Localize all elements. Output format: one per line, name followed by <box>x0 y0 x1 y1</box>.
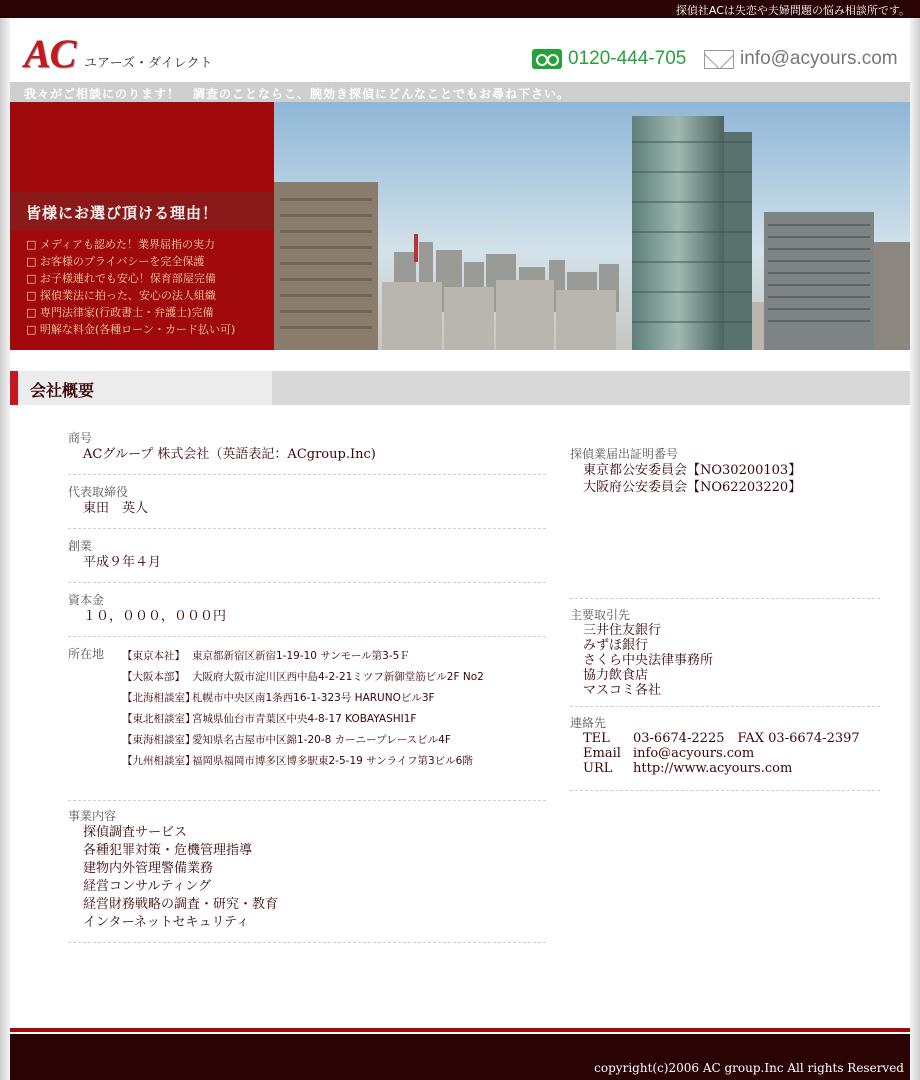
location-name: 【東北相談室】 <box>122 713 196 725</box>
representative-label: 代表取締役 <box>68 485 129 499</box>
license-label: 探偵業届出証明番号 <box>570 447 679 461</box>
top-notice-text: 探偵社ACは失恋や夫婦問題の悩み相談所です。 <box>675 4 910 17</box>
locations-block <box>68 646 548 767</box>
divider <box>68 800 546 801</box>
tagline-bar <box>10 82 910 102</box>
location-row <box>122 751 484 772</box>
url-key: URL <box>583 761 613 776</box>
email-address[interactable]: info@acyours.com <box>740 48 898 69</box>
representative-block <box>68 484 548 518</box>
business-item: 経営財務戦略の調査・研究・教育 <box>83 897 279 912</box>
reason-item: □ メディアも認めた！業界屈指の実力 <box>26 236 235 253</box>
location-address: 東京都新宿区新宿1-19-10 サンモール第3-5Ｆ <box>192 650 410 662</box>
email-value[interactable]: info@acyours.com <box>633 746 755 761</box>
clients-label: 主要取引先 <box>570 608 631 622</box>
location-row <box>122 688 484 709</box>
locations-label: 所在地 <box>68 647 105 661</box>
client-item: 三井住友銀行 <box>583 623 662 638</box>
location-address: 宮城県仙台市青葉区中央4-8-17 KOBAYASHI1F <box>192 713 417 725</box>
reason-item: □ お子様連れでも安心！保育部屋完備 <box>26 270 235 287</box>
reason-item: □ 探偵業法に拍った、安心の法人組織 <box>26 287 235 304</box>
divider <box>68 528 546 529</box>
hero-heading-band <box>10 192 274 230</box>
site-logo[interactable]: AC <box>24 31 76 76</box>
mail-icon <box>704 50 734 69</box>
company-name-value: ACグループ 株式会社（英語表記：ACgroup.Inc) <box>83 447 376 462</box>
company-name-block <box>68 430 548 464</box>
location-name: 【大阪本部】 <box>122 671 185 683</box>
top-notice-bar <box>0 0 920 18</box>
section-title: 会社概要 <box>30 381 95 400</box>
page-frame-left <box>0 0 10 1080</box>
tel-key: TEL <box>583 731 610 746</box>
business-block <box>68 808 548 932</box>
location-row <box>122 646 484 667</box>
locations-list <box>122 646 484 772</box>
client-item: マスコミ各社 <box>583 683 662 698</box>
section-header-accent <box>10 371 18 405</box>
divider <box>570 790 880 791</box>
reason-item: □ 専門法律家(行政書士・弁護士)完備 <box>26 304 235 321</box>
location-address: 札幌市中央区南1条西16-1-323号 HARUNOビル3F <box>192 692 435 704</box>
founded-block <box>68 538 548 572</box>
copyright-text: copyright(c)2006 AC group.Inc All rights Reserved <box>594 1061 904 1075</box>
contact-email-row <box>570 746 890 761</box>
hero-heading: 皆様にお選び頂ける理由！ <box>26 204 219 222</box>
email-contact[interactable] <box>704 48 898 70</box>
contact-label: 連絡先 <box>570 716 607 730</box>
email-key: Email <box>583 746 621 761</box>
site-footer <box>10 1034 910 1080</box>
business-item: 各種犯罪対策・危機管理指導 <box>83 843 253 858</box>
location-address: 愛知県名古屋市中区錦1-20-8 カーニープレースビル4F <box>192 734 451 746</box>
founded-value: 平成９年４月 <box>83 555 162 570</box>
location-name: 【北海相談室】 <box>122 692 196 704</box>
location-address: 福岡県福岡市博多区博多駅東2-5-19 サンライフ第3ビル6階 <box>192 755 473 767</box>
city-skyline-illustration <box>274 102 910 350</box>
url-link[interactable]: http://www.acyours.com <box>633 761 793 776</box>
location-name: 【九州相談室】 <box>122 755 196 767</box>
divider <box>570 706 880 707</box>
divider <box>68 942 546 943</box>
tel-value[interactable]: 03-6674-2225 FAX 03-6674-2397 <box>633 731 860 746</box>
location-name: 【東海相談室】 <box>122 734 196 746</box>
license-item: 大阪府公安委員会【NO62203220】 <box>583 480 802 495</box>
capital-label: 資本金 <box>68 593 105 607</box>
tagline-text: 我々がご相談にのります！ 調査のことならこ、腕効き探偵にどんなことでもお尋ね下さい。 <box>24 87 571 101</box>
client-item: 協力飲食店 <box>583 668 649 683</box>
client-item: みずほ銀行 <box>583 638 649 653</box>
phone-number[interactable]: 0120-444-705 <box>568 48 687 69</box>
contact-block <box>570 715 890 776</box>
divider <box>68 636 546 637</box>
phone-contact[interactable] <box>532 48 686 70</box>
representative-value: 東田 英人 <box>83 501 149 516</box>
divider <box>68 474 546 475</box>
business-item: 経営コンサルティング <box>83 879 212 894</box>
license-item: 東京都公安委員会【NO30200103】 <box>583 463 802 478</box>
founded-label: 創業 <box>68 539 93 553</box>
site-header <box>10 18 910 82</box>
business-item: 探偵調査サービス <box>83 825 188 840</box>
business-item: 建物内外管理警備業務 <box>83 861 214 876</box>
section-header <box>10 371 910 405</box>
location-row <box>122 709 484 730</box>
reasons-list <box>26 236 235 338</box>
hero-reasons-panel <box>10 102 274 350</box>
divider <box>570 598 880 599</box>
client-item: さくら中央法律事務所 <box>583 653 714 668</box>
reason-item: □ お客様のプライバシーを完全保護 <box>26 253 235 270</box>
business-item: インターネットセキュリティ <box>83 915 250 930</box>
company-name-label: 商号 <box>68 431 93 445</box>
divider <box>68 582 546 583</box>
location-row <box>122 730 484 751</box>
page-frame-right <box>910 0 920 1080</box>
contact-url-row <box>570 761 890 776</box>
location-name: 【東京本社】 <box>122 650 185 662</box>
capital-block <box>68 592 548 626</box>
contact-tel-row <box>570 731 890 746</box>
license-block <box>570 446 890 496</box>
location-address: 大阪府大阪市淀川区西中島4-2-21ミツフ新御堂筋ビル2F No2 <box>192 671 484 683</box>
reason-item: □ 明解な料金(各種ローン・カード払い可) <box>26 321 235 338</box>
capital-value: １０，０００，０００円 <box>83 609 227 624</box>
footer-accent-line <box>10 1028 910 1032</box>
free-dial-icon <box>532 49 562 69</box>
hero-banner <box>10 102 910 350</box>
city-skyline-photo <box>274 102 910 350</box>
business-label: 事業内容 <box>68 809 117 823</box>
clients-block <box>570 607 890 698</box>
location-row <box>122 667 484 688</box>
logo-subtitle: ユアーズ・ダイレクト <box>84 56 213 71</box>
